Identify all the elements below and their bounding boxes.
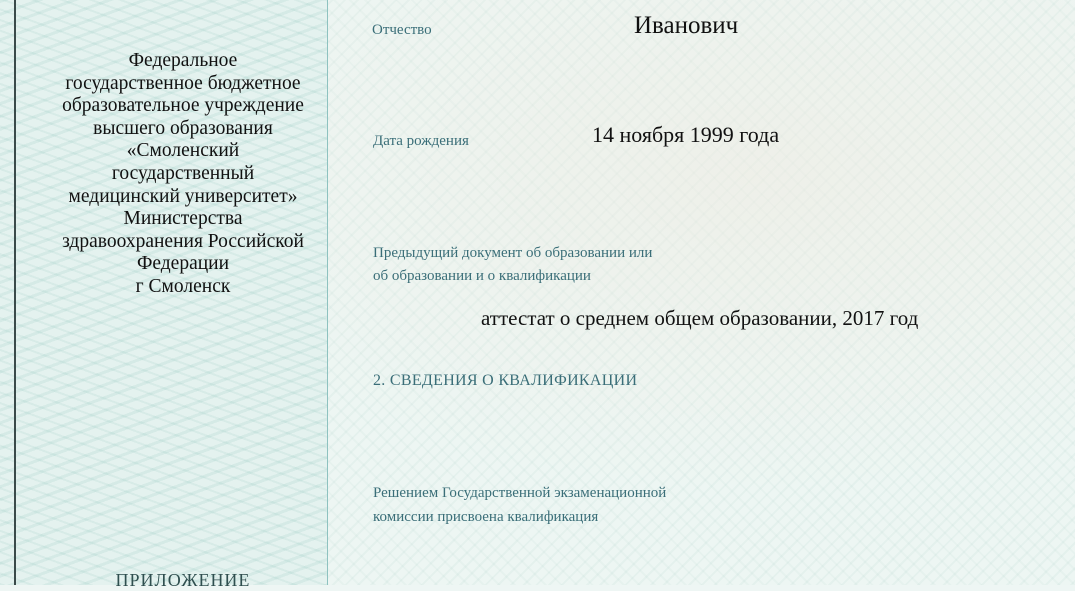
issuer-line: здравоохранения Российской <box>62 230 304 252</box>
previous-document-value: аттестат о среднем общем образовании, 2017 год <box>481 306 919 330</box>
panel-divider <box>327 0 328 585</box>
issuer-line: «Смоленский <box>126 140 240 162</box>
issuer-line: государственный <box>111 162 255 184</box>
appendix-heading: ПРИЛОЖЕНИЕ <box>115 570 251 590</box>
previous-document-label: об образовании и о квалификации <box>373 268 591 284</box>
issuer-line: образовательное учреждение <box>62 95 304 117</box>
issuer-line: Федеральное <box>128 50 238 71</box>
birth-date-label: Дата рождения <box>373 133 469 149</box>
issuer-line: государственное бюджетное <box>65 72 301 94</box>
patronymic-label: Отчество <box>372 22 432 38</box>
qualification-section-title: 2. СВЕДЕНИЯ О КВАЛИФИКАЦИИ <box>373 372 638 389</box>
issuer-line: Министерства <box>123 208 243 230</box>
issuer-name <box>40 50 326 299</box>
issuer-line: г Смоленск <box>135 275 231 297</box>
qualification-decision-label: Решением Государственной экзаменационной <box>373 485 667 501</box>
page-edge <box>14 0 16 585</box>
qualification-decision-label: комиссии присвоена квалификация <box>373 509 599 525</box>
previous-document-label: Предыдущий документ об образовании или <box>373 245 653 261</box>
patronymic-value: Иванович <box>634 12 739 39</box>
issuer-line: медицинский университет» <box>68 185 298 207</box>
birth-date-value: 14 ноября 1999 года <box>592 122 780 147</box>
issuer-line: высшего образования <box>93 117 273 139</box>
issuer-line: Федерации <box>136 253 230 275</box>
